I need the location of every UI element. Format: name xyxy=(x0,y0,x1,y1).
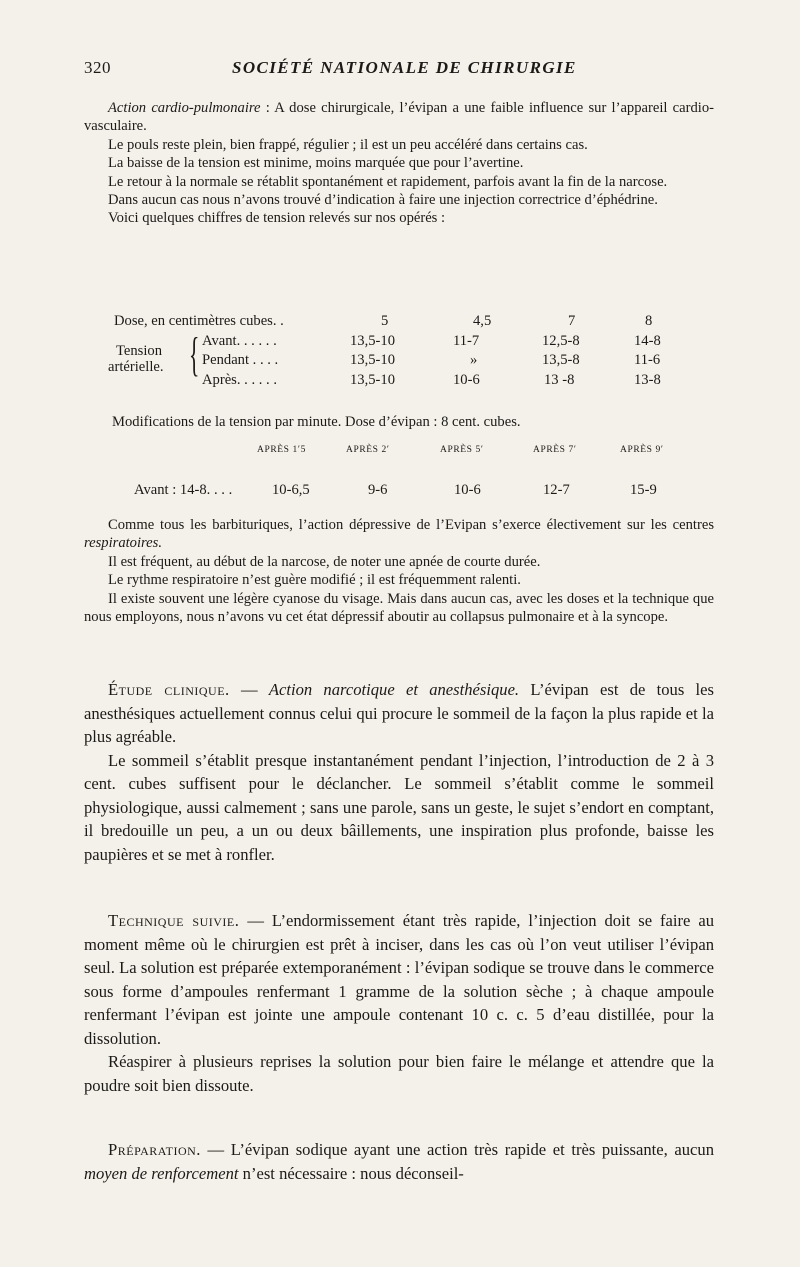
page-number: 320 xyxy=(84,58,111,77)
column-header: APRÈS 9′ xyxy=(620,445,664,455)
table-cell: 15-9 xyxy=(630,482,657,498)
table-cell: 13,5-10 xyxy=(350,372,395,388)
table-cell: 13,5-10 xyxy=(350,333,395,349)
paragraph: La baisse de la tension est minime, moins marquée que pour l’avertine. xyxy=(108,155,524,172)
paragraph: Le rythme respiratoire n’est guère modifié ; il est fréquemment ralenti. xyxy=(108,572,521,589)
section-cardio-pulmonaire xyxy=(84,99,714,228)
paragraph: Il est fréquent, au début de la narcose, de noter une apnée de courte durée. xyxy=(108,553,541,570)
paragraph: Comme tous les barbituriques, l’action dépressive de l’Evipan s’exerce électivement sur les centres respiratoires. xyxy=(84,517,714,552)
table-cell: 10-6,5 xyxy=(272,482,310,498)
table-cell: 13 -8 xyxy=(544,372,575,388)
tension-table xyxy=(84,313,714,393)
section-heading: Préparation. xyxy=(108,1140,201,1159)
running-header xyxy=(84,58,724,82)
table-cell: » xyxy=(470,352,478,368)
paragraph: Le retour à la normale se rétablit spontanément et rapidement, parfois avant la fin de la narcose. xyxy=(108,173,668,190)
paragraph: Voici quelques chiffres de tension relevés sur nos opérés : xyxy=(108,210,446,227)
table-cell: 13,5-10 xyxy=(350,352,395,368)
tension-per-minute-table xyxy=(84,414,714,499)
table-cell: 10-6 xyxy=(453,372,480,388)
group-label: artérielle. xyxy=(108,359,164,375)
paragraph: Il existe souvent une légère cyanose du visage. Mais dans aucun cas, avec les doses et la technique que nous employons, nous n’avons vu cet état dépressif aboutir au collapsus pulmonaire et à la syncope. xyxy=(84,590,714,626)
section-title-italic: Action cardio-pulmonaire xyxy=(108,100,261,116)
table-cell: 9-6 xyxy=(368,482,388,498)
paragraph: Action cardio-pulmonaire : A dose chirurgicale, l’évipan a une faible influence sur l’appareil cardio-vasculaire. xyxy=(84,100,714,135)
column-header: APRÈS 1′5 xyxy=(257,445,306,455)
section-etude-clinique xyxy=(84,678,714,866)
paragraph: Réaspirer à plusieurs reprises la solution pour bien faire le mélange et attendre que la poudre soit bien dissoute. xyxy=(84,1052,714,1095)
paragraph: Dans aucun cas nous n’avons trouvé d’indication à faire une injection correctrice d’éphédrine. xyxy=(108,192,658,209)
brace-icon: { xyxy=(189,328,200,381)
section-subtitle: Action narcotique et anesthésique. xyxy=(268,680,520,699)
dose-value: 8 xyxy=(645,313,653,329)
group-label: Tension xyxy=(116,343,162,359)
paragraph: Le sommeil s’établit presque instantanément pendant l’injection, l’introduction de 2 à 3 cent. cubes suffisent pour le déclancher. Le sommeil s’établit comme le sommeil physiologique, aussi calmement ; sans une parole, sans un geste, le sujet s’endort en comptant, il bredouille un peu, a un ou deux bâillements, une inspiration plus profonde, baisse les paupières et se met à ronfler. xyxy=(84,750,714,864)
table-cell: 10-6 xyxy=(454,482,481,498)
dose-value: 5 xyxy=(381,313,389,329)
row-label: Avant : 14-8. . . . xyxy=(134,482,233,498)
column-header: APRÈS 5′ xyxy=(440,445,484,455)
section-respiratoire xyxy=(84,516,714,626)
running-title: SOCIÉTÉ NATIONALE DE CHIRURGIE xyxy=(232,58,577,77)
column-header: APRÈS 2′ xyxy=(346,445,390,455)
table-cell: 13,5-8 xyxy=(542,352,580,368)
row-label: Avant. . . . . . xyxy=(202,333,277,349)
table-cell: 11-6 xyxy=(634,352,661,368)
paragraph: Le pouls reste plein, bien frappé, régulier ; il est un peu accéléré dans certains cas. xyxy=(108,136,588,153)
section-heading: Technique suivie. xyxy=(108,911,240,930)
table-cell: 12,5-8 xyxy=(542,333,580,349)
column-header: APRÈS 7′ xyxy=(533,445,577,455)
paragraph: Étude clinique. — Action narcotique et anesthésique. L’évipan est de tous les anesthésiques actuellement connus celui qui procure le sommeil de la façon la plus rapide et la plus agréable. xyxy=(84,680,714,746)
dose-label: Dose, en centimètres cubes. . xyxy=(114,313,284,329)
dose-value: 4,5 xyxy=(473,313,492,329)
dose-value: 7 xyxy=(568,313,576,329)
table-cell: 13-8 xyxy=(634,372,661,388)
row-label: Après. . . . . . xyxy=(202,372,277,388)
paragraph: Préparation. — L’évipan sodique ayant une action très rapide et très puissante, aucun moyen de renforcement n’est nécessaire : nous déconseil- xyxy=(84,1140,715,1183)
table-cell: 14-8 xyxy=(634,333,661,349)
paragraph: Technique suivie. — L’endormissement étant très rapide, l’injection doit se faire au moment même où le chirurgien est prêt à inciser, dans les cas où l’on veut utiliser l’évipan seul. La solution est préparée extemporanément : l’évipan sodique se trouve dans le commerce sous forme d’ampoules renfermant 1 gramme de la solution sèche ; à chaque ampoule renfermant l’évipan est jointe une ampoule contenant 10 c. c. 5 d’eau distillée, pour la dissolution. xyxy=(84,911,715,1048)
section-technique xyxy=(84,909,714,1097)
section-preparation xyxy=(84,1138,714,1185)
table-cell: 12-7 xyxy=(543,482,570,498)
section-heading: Étude clinique. xyxy=(108,680,230,699)
table-caption: Modifications de la tension par minute. Dose d’évipan : 8 cent. cubes. xyxy=(112,414,521,430)
table-cell: 11-7 xyxy=(453,333,480,349)
row-label: Pendant . . . . xyxy=(202,352,279,368)
